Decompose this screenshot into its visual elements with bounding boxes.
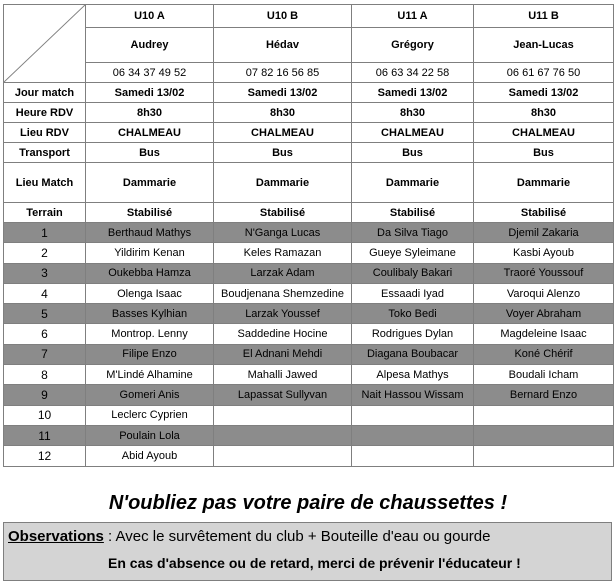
- player-name: Alpesa Mathys: [352, 365, 474, 385]
- player-name: Larzak Youssef: [214, 304, 352, 324]
- player-number: 6: [4, 324, 86, 344]
- player-name: Koné Chérif: [474, 344, 614, 364]
- player-name: Rodrigues Dylan: [352, 324, 474, 344]
- player-row: [4, 223, 614, 243]
- coach-name: Jean-Lucas: [474, 28, 614, 63]
- player-name: Da Silva Tiago: [352, 223, 474, 243]
- transport: Bus: [352, 143, 474, 163]
- player-name: Poulain Lola: [86, 425, 214, 445]
- player-name: Kasbi Ayoub: [474, 243, 614, 263]
- field-type: Stabilisé: [86, 203, 214, 223]
- player-name: Gueye Syleimane: [352, 243, 474, 263]
- team-name: U10 A: [86, 5, 214, 28]
- player-name: Boudjenana Shemzedine: [214, 283, 352, 303]
- date-row: [4, 83, 614, 103]
- player-name: [214, 425, 352, 445]
- field-type: Stabilisé: [352, 203, 474, 223]
- player-name: [352, 446, 474, 466]
- meeting-time: 8h30: [474, 103, 614, 123]
- player-number: 11: [4, 425, 86, 445]
- diagonal-line: [4, 5, 85, 82]
- row-label-field: Terrain: [4, 203, 86, 223]
- observations-label: Observations: [8, 528, 104, 545]
- player-name: Gomeri Anis: [86, 385, 214, 405]
- player-number: 3: [4, 263, 86, 283]
- match-place: Dammarie: [474, 163, 614, 203]
- match-date: Samedi 13/02: [474, 83, 614, 103]
- player-name: Toko Bedi: [352, 304, 474, 324]
- observations-box: [3, 522, 612, 581]
- match-date: Samedi 13/02: [352, 83, 474, 103]
- player-name: [474, 446, 614, 466]
- player-row: [4, 304, 614, 324]
- player-row: [4, 385, 614, 405]
- convocation-table: [3, 4, 614, 467]
- transport: Bus: [474, 143, 614, 163]
- player-row: [4, 344, 614, 364]
- team-row: [4, 5, 614, 28]
- coach-phone: 07 82 16 56 85: [214, 63, 352, 83]
- absence-note: En cas d'absence ou de retard, merci de prévenir l'éducateur !: [108, 555, 521, 571]
- player-number: 12: [4, 446, 86, 466]
- observations-text: : Avec le survêtement du club + Bouteille d'eau ou gourde: [103, 528, 491, 545]
- player-name: Nait Hassou Wissam: [352, 385, 474, 405]
- match-place: Dammarie: [214, 163, 352, 203]
- player-name: Mahalli Jawed: [214, 365, 352, 385]
- player-name: Voyer Abraham: [474, 304, 614, 324]
- player-row: [4, 425, 614, 445]
- team-name: U11 B: [474, 5, 614, 28]
- meeting-place: CHALMEAU: [352, 123, 474, 143]
- player-number: 7: [4, 344, 86, 364]
- corner-cell: [4, 5, 86, 83]
- meeting-place: CHALMEAU: [474, 123, 614, 143]
- player-row: [4, 446, 614, 466]
- player-name: Varoqui Alenzo: [474, 283, 614, 303]
- player-number: 9: [4, 385, 86, 405]
- match-date: Samedi 13/02: [214, 83, 352, 103]
- transport: Bus: [214, 143, 352, 163]
- player-number: 8: [4, 365, 86, 385]
- field-type: Stabilisé: [474, 203, 614, 223]
- coach-phone: 06 34 37 49 52: [86, 63, 214, 83]
- player-row: [4, 263, 614, 283]
- row-label-transport: Transport: [4, 143, 86, 163]
- player-name: N'Ganga Lucas: [214, 223, 352, 243]
- coach-name: Hédav: [214, 28, 352, 63]
- player-number: 10: [4, 405, 86, 425]
- field-row: [4, 203, 614, 223]
- row-label-rdv: Lieu RDV: [4, 123, 86, 143]
- match-place: Dammarie: [352, 163, 474, 203]
- meeting-time: 8h30: [214, 103, 352, 123]
- player-number: 2: [4, 243, 86, 263]
- player-name: [214, 446, 352, 466]
- player-row: [4, 365, 614, 385]
- player-name: Magdeleine Isaac: [474, 324, 614, 344]
- player-name: Larzak Adam: [214, 263, 352, 283]
- transport: Bus: [86, 143, 214, 163]
- coach-phone: 06 63 34 22 58: [352, 63, 474, 83]
- transport-row: [4, 143, 614, 163]
- player-name: M'Lindé Alhamine: [86, 365, 214, 385]
- phone-row: [4, 63, 614, 83]
- player-name: Djemil Zakaria: [474, 223, 614, 243]
- player-name: Saddedine Hocine: [214, 324, 352, 344]
- player-name: Bernard Enzo: [474, 385, 614, 405]
- player-name: Lapassat Sullyvan: [214, 385, 352, 405]
- player-name: Olenga Isaac: [86, 283, 214, 303]
- player-name: Filipe Enzo: [86, 344, 214, 364]
- player-name: Keles Ramazan: [214, 243, 352, 263]
- player-name: Montrop. Lenny: [86, 324, 214, 344]
- player-name: Oukebba Hamza: [86, 263, 214, 283]
- coach-name: Audrey: [86, 28, 214, 63]
- team-name: U10 B: [214, 5, 352, 28]
- player-row: [4, 324, 614, 344]
- player-name: El Adnani Mehdi: [214, 344, 352, 364]
- player-name: [352, 405, 474, 425]
- observations-line: [8, 528, 490, 545]
- match-place: Dammarie: [86, 163, 214, 203]
- player-name: [352, 425, 474, 445]
- player-name: Berthaud Mathys: [86, 223, 214, 243]
- player-row: [4, 283, 614, 303]
- player-name: Coulibaly Bakari: [352, 263, 474, 283]
- player-name: Yildirim Kenan: [86, 243, 214, 263]
- row-label-time: Heure RDV: [4, 103, 86, 123]
- player-name: [474, 425, 614, 445]
- meeting-place: CHALMEAU: [86, 123, 214, 143]
- player-row: [4, 405, 614, 425]
- player-number: 4: [4, 283, 86, 303]
- player-number: 5: [4, 304, 86, 324]
- player-name: Essaadi Iyad: [352, 283, 474, 303]
- player-name: [214, 405, 352, 425]
- player-name: Basses Kylhian: [86, 304, 214, 324]
- rdv-row: [4, 123, 614, 143]
- time-row: [4, 103, 614, 123]
- coach-name: Grégory: [352, 28, 474, 63]
- meeting-time: 8h30: [86, 103, 214, 123]
- player-name: [474, 405, 614, 425]
- row-label-match-place: Lieu Match: [4, 163, 86, 203]
- match-place-row: [4, 163, 614, 203]
- meeting-place: CHALMEAU: [214, 123, 352, 143]
- player-name: Boudali Icham: [474, 365, 614, 385]
- player-row: [4, 243, 614, 263]
- player-number: 1: [4, 223, 86, 243]
- player-name: Leclerc Cyprien: [86, 405, 214, 425]
- player-name: Traoré Youssouf: [474, 263, 614, 283]
- coach-phone: 06 61 67 76 50: [474, 63, 614, 83]
- meeting-time: 8h30: [352, 103, 474, 123]
- player-name: Diagana Boubacar: [352, 344, 474, 364]
- row-label-date: Jour match: [4, 83, 86, 103]
- coach-row: [4, 28, 614, 63]
- field-type: Stabilisé: [214, 203, 352, 223]
- match-date: Samedi 13/02: [86, 83, 214, 103]
- team-name: U11 A: [352, 5, 474, 28]
- socks-reminder: N'oubliez pas votre paire de chaussettes !: [108, 492, 508, 514]
- player-name: Abid Ayoub: [86, 446, 214, 466]
